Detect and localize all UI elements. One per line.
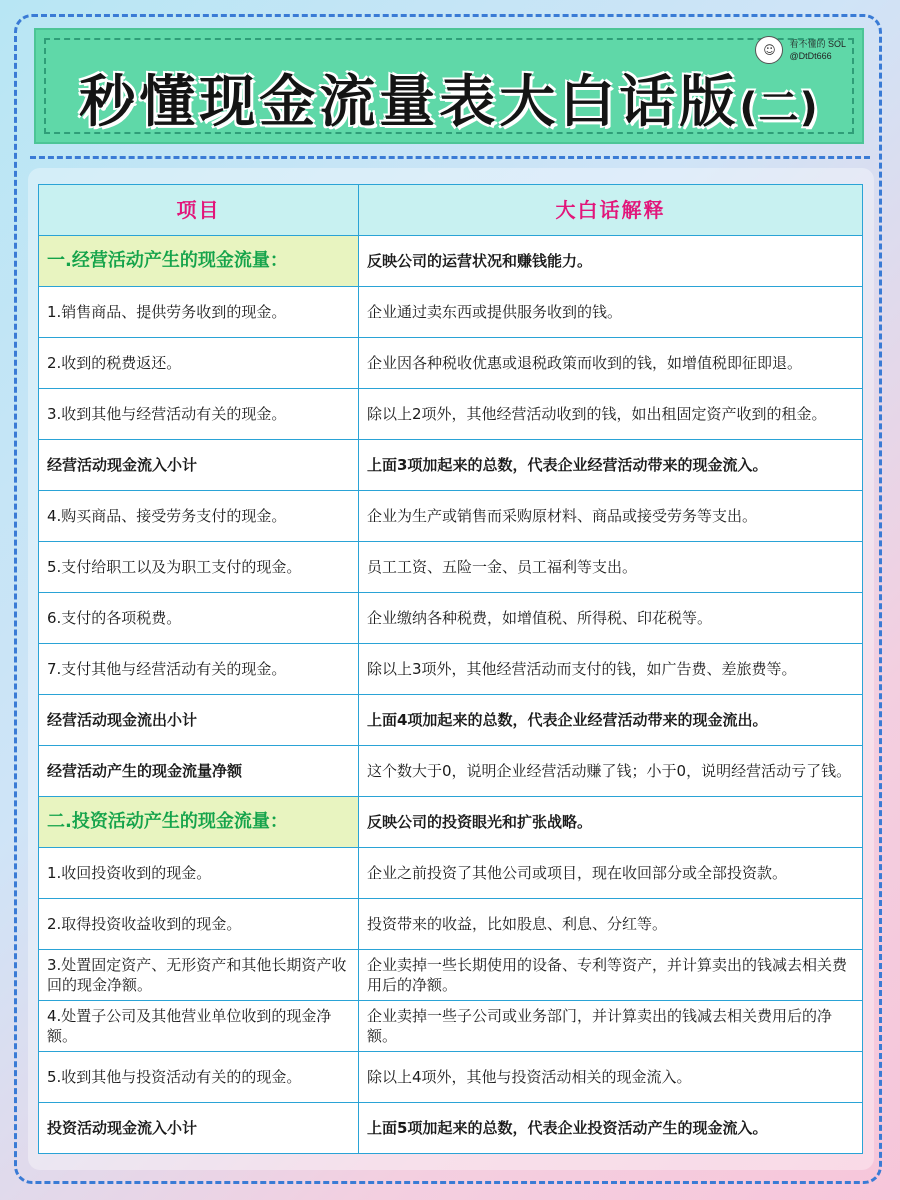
avatar-icon: ☺ <box>755 36 783 64</box>
table-row <box>39 1052 863 1103</box>
explanation-cell: 投资带来的收益，比如股息、利息、分红等。 <box>359 899 863 950</box>
explanation-cell: 企业卖掉一些子公司或业务部门，并计算卖出的钱减去相关费用后的净额。 <box>359 1001 863 1052</box>
explanation-cell: 除以上3项外，其他经营活动而支付的钱，如广告费、差旅费等。 <box>359 644 863 695</box>
column-header-explanation: 大白话解释 <box>359 185 863 236</box>
explanation-cell: 除以上4项外，其他与投资活动相关的现金流入。 <box>359 1052 863 1103</box>
cash-flow-table <box>38 184 863 1154</box>
item-cell: 3.处置固定资产、无形资产和其他长期资产收回的现金净额。 <box>39 950 359 1001</box>
explanation-cell: 反映公司的投资眼光和扩张战略。 <box>359 797 863 848</box>
item-cell: 5.收到其他与投资活动有关的的现金。 <box>39 1052 359 1103</box>
table-row <box>39 950 863 1001</box>
item-cell: 投资活动现金流入小计 <box>39 1103 359 1154</box>
column-header-item: 项目 <box>39 185 359 236</box>
item-cell: 2.取得投资收益收到的现金。 <box>39 899 359 950</box>
table-row <box>39 746 863 797</box>
explanation-cell: 上面3项加起来的总数，代表企业经营活动带来的现金流入。 <box>359 440 863 491</box>
table-row <box>39 338 863 389</box>
item-cell: 1.销售商品、提供劳务收到的现金。 <box>39 287 359 338</box>
item-cell: 4.处置子公司及其他营业单位收到的现金净额。 <box>39 1001 359 1052</box>
author-handle: @DtDt666 <box>789 51 832 61</box>
table-row <box>39 797 863 848</box>
separator-dashed-line <box>30 156 870 159</box>
table-row <box>39 287 863 338</box>
item-cell: 经营活动现金流出小计 <box>39 695 359 746</box>
explanation-cell: 反映公司的运营状况和赚钱能力。 <box>359 236 863 287</box>
page-title-suffix: (二) <box>739 85 819 131</box>
page-title-main: 秒懂现金流量表大白话版 <box>79 70 740 135</box>
table-row <box>39 491 863 542</box>
explanation-cell: 企业通过卖东西或提供服务收到的钱。 <box>359 287 863 338</box>
table-row <box>39 236 863 287</box>
table-row <box>39 440 863 491</box>
table-row <box>39 1103 863 1154</box>
table-row <box>39 542 863 593</box>
explanation-cell: 企业缴纳各种税费，如增值税、所得税、印花税等。 <box>359 593 863 644</box>
explanation-cell: 员工工资、五险一金、员工福利等支出。 <box>359 542 863 593</box>
item-cell: 2.收到的税费返还。 <box>39 338 359 389</box>
item-cell: 经营活动产生的现金流量净额 <box>39 746 359 797</box>
explanation-cell: 上面5项加起来的总数，代表企业投资活动产生的现金流入。 <box>359 1103 863 1154</box>
item-cell: 5.支付给职工以及为职工支付的现金。 <box>39 542 359 593</box>
table-body <box>39 236 863 1154</box>
table-row <box>39 1001 863 1052</box>
explanation-cell: 企业卖掉一些长期使用的设备、专利等资产，并计算卖出的钱减去相关费用后的净额。 <box>359 950 863 1001</box>
item-cell: 6.支付的各项税费。 <box>39 593 359 644</box>
section-heading-cell: 二.投资活动产生的现金流量： <box>39 797 359 848</box>
page-title <box>36 58 862 138</box>
item-cell: 7.支付其他与经营活动有关的现金。 <box>39 644 359 695</box>
table-row <box>39 389 863 440</box>
explanation-cell: 企业之前投资了其他公司或项目，现在收回部分或全部投资款。 <box>359 848 863 899</box>
explanation-cell: 这个数大于0，说明企业经营活动赚了钱；小于0，说明经营活动亏了钱。 <box>359 746 863 797</box>
author-name: 看不懂的 SOL <box>789 39 846 49</box>
section-heading-cell: 一.经营活动产生的现金流量： <box>39 236 359 287</box>
table-row <box>39 593 863 644</box>
explanation-cell: 企业为生产或销售而采购原材料、商品或接受劳务等支出。 <box>359 491 863 542</box>
title-banner <box>34 28 864 144</box>
table-row <box>39 695 863 746</box>
table-row <box>39 848 863 899</box>
explanation-cell: 上面4项加起来的总数，代表企业经营活动带来的现金流出。 <box>359 695 863 746</box>
explanation-cell: 除以上2项外，其他经营活动收到的钱，如出租固定资产收到的租金。 <box>359 389 863 440</box>
explanation-cell: 企业因各种税收优惠或退税政策而收到的钱，如增值税即征即退。 <box>359 338 863 389</box>
item-cell: 4.购买商品、接受劳务支付的现金。 <box>39 491 359 542</box>
table-row <box>39 644 863 695</box>
item-cell: 3.收到其他与经营活动有关的现金。 <box>39 389 359 440</box>
item-cell: 经营活动现金流入小计 <box>39 440 359 491</box>
item-cell: 1.收回投资收到的现金。 <box>39 848 359 899</box>
table-row <box>39 899 863 950</box>
